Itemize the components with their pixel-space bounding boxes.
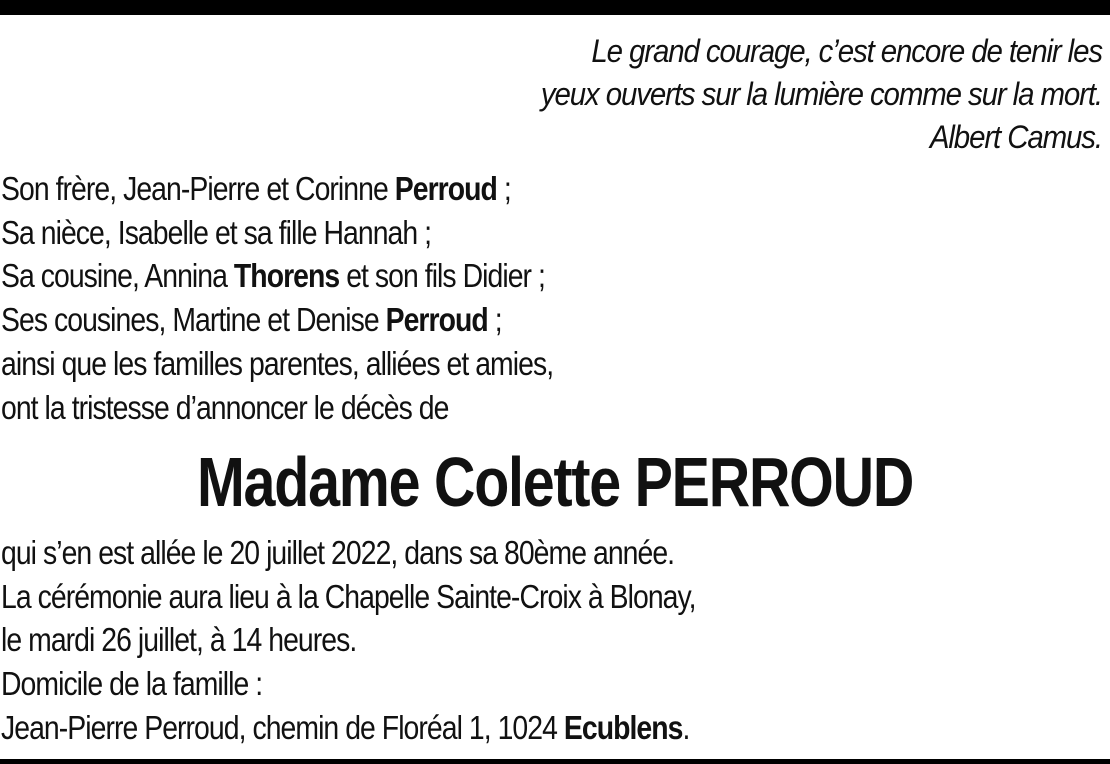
quote-author: Albert Camus. (929, 119, 1102, 155)
family-announcement (1, 167, 947, 429)
detail-line: qui s’en est allée le 20 juillet 2022, dans sa 80ème année. (1, 534, 675, 571)
family-line: ont la tristesse d’annoncer le décès de (1, 388, 449, 426)
detail-line: La cérémonie aura lieu à la Chapelle Sainte-Croix à Blonay, (1, 577, 696, 615)
deceased-name: Madame Colette PERROUD (196, 443, 914, 521)
family-line: Son frère, Jean-Pierre et Corinne Perroud ; (1, 170, 511, 207)
ceremony-details (1, 531, 947, 750)
quote-line: Le grand courage, c’est encore de tenir les (591, 33, 1102, 69)
quote-line: yeux ouverts sur la lumière comme sur la mort. (540, 76, 1102, 112)
family-line: ainsi que les familles parentes, alliées et amies, (1, 344, 554, 382)
epigraph-quote (366, 30, 1102, 159)
family-line: Ses cousines, Martine et Denise Perroud ; (1, 301, 502, 339)
detail-line: Domicile de la famille : (1, 665, 263, 703)
bottom-border-rule (0, 759, 1110, 764)
top-border-rule (0, 0, 1110, 15)
family-line: Sa nièce, Isabelle et sa fille Hannah ; (1, 213, 432, 251)
detail-line: Jean-Pierre Perroud, chemin de Floréal 1, 1024 Ecublens. (1, 708, 690, 746)
detail-line: le mardi 26 juillet, à 14 heures. (1, 621, 357, 659)
family-line: Sa cousine, Annina Thorens et son fils Didier ; (1, 257, 545, 295)
